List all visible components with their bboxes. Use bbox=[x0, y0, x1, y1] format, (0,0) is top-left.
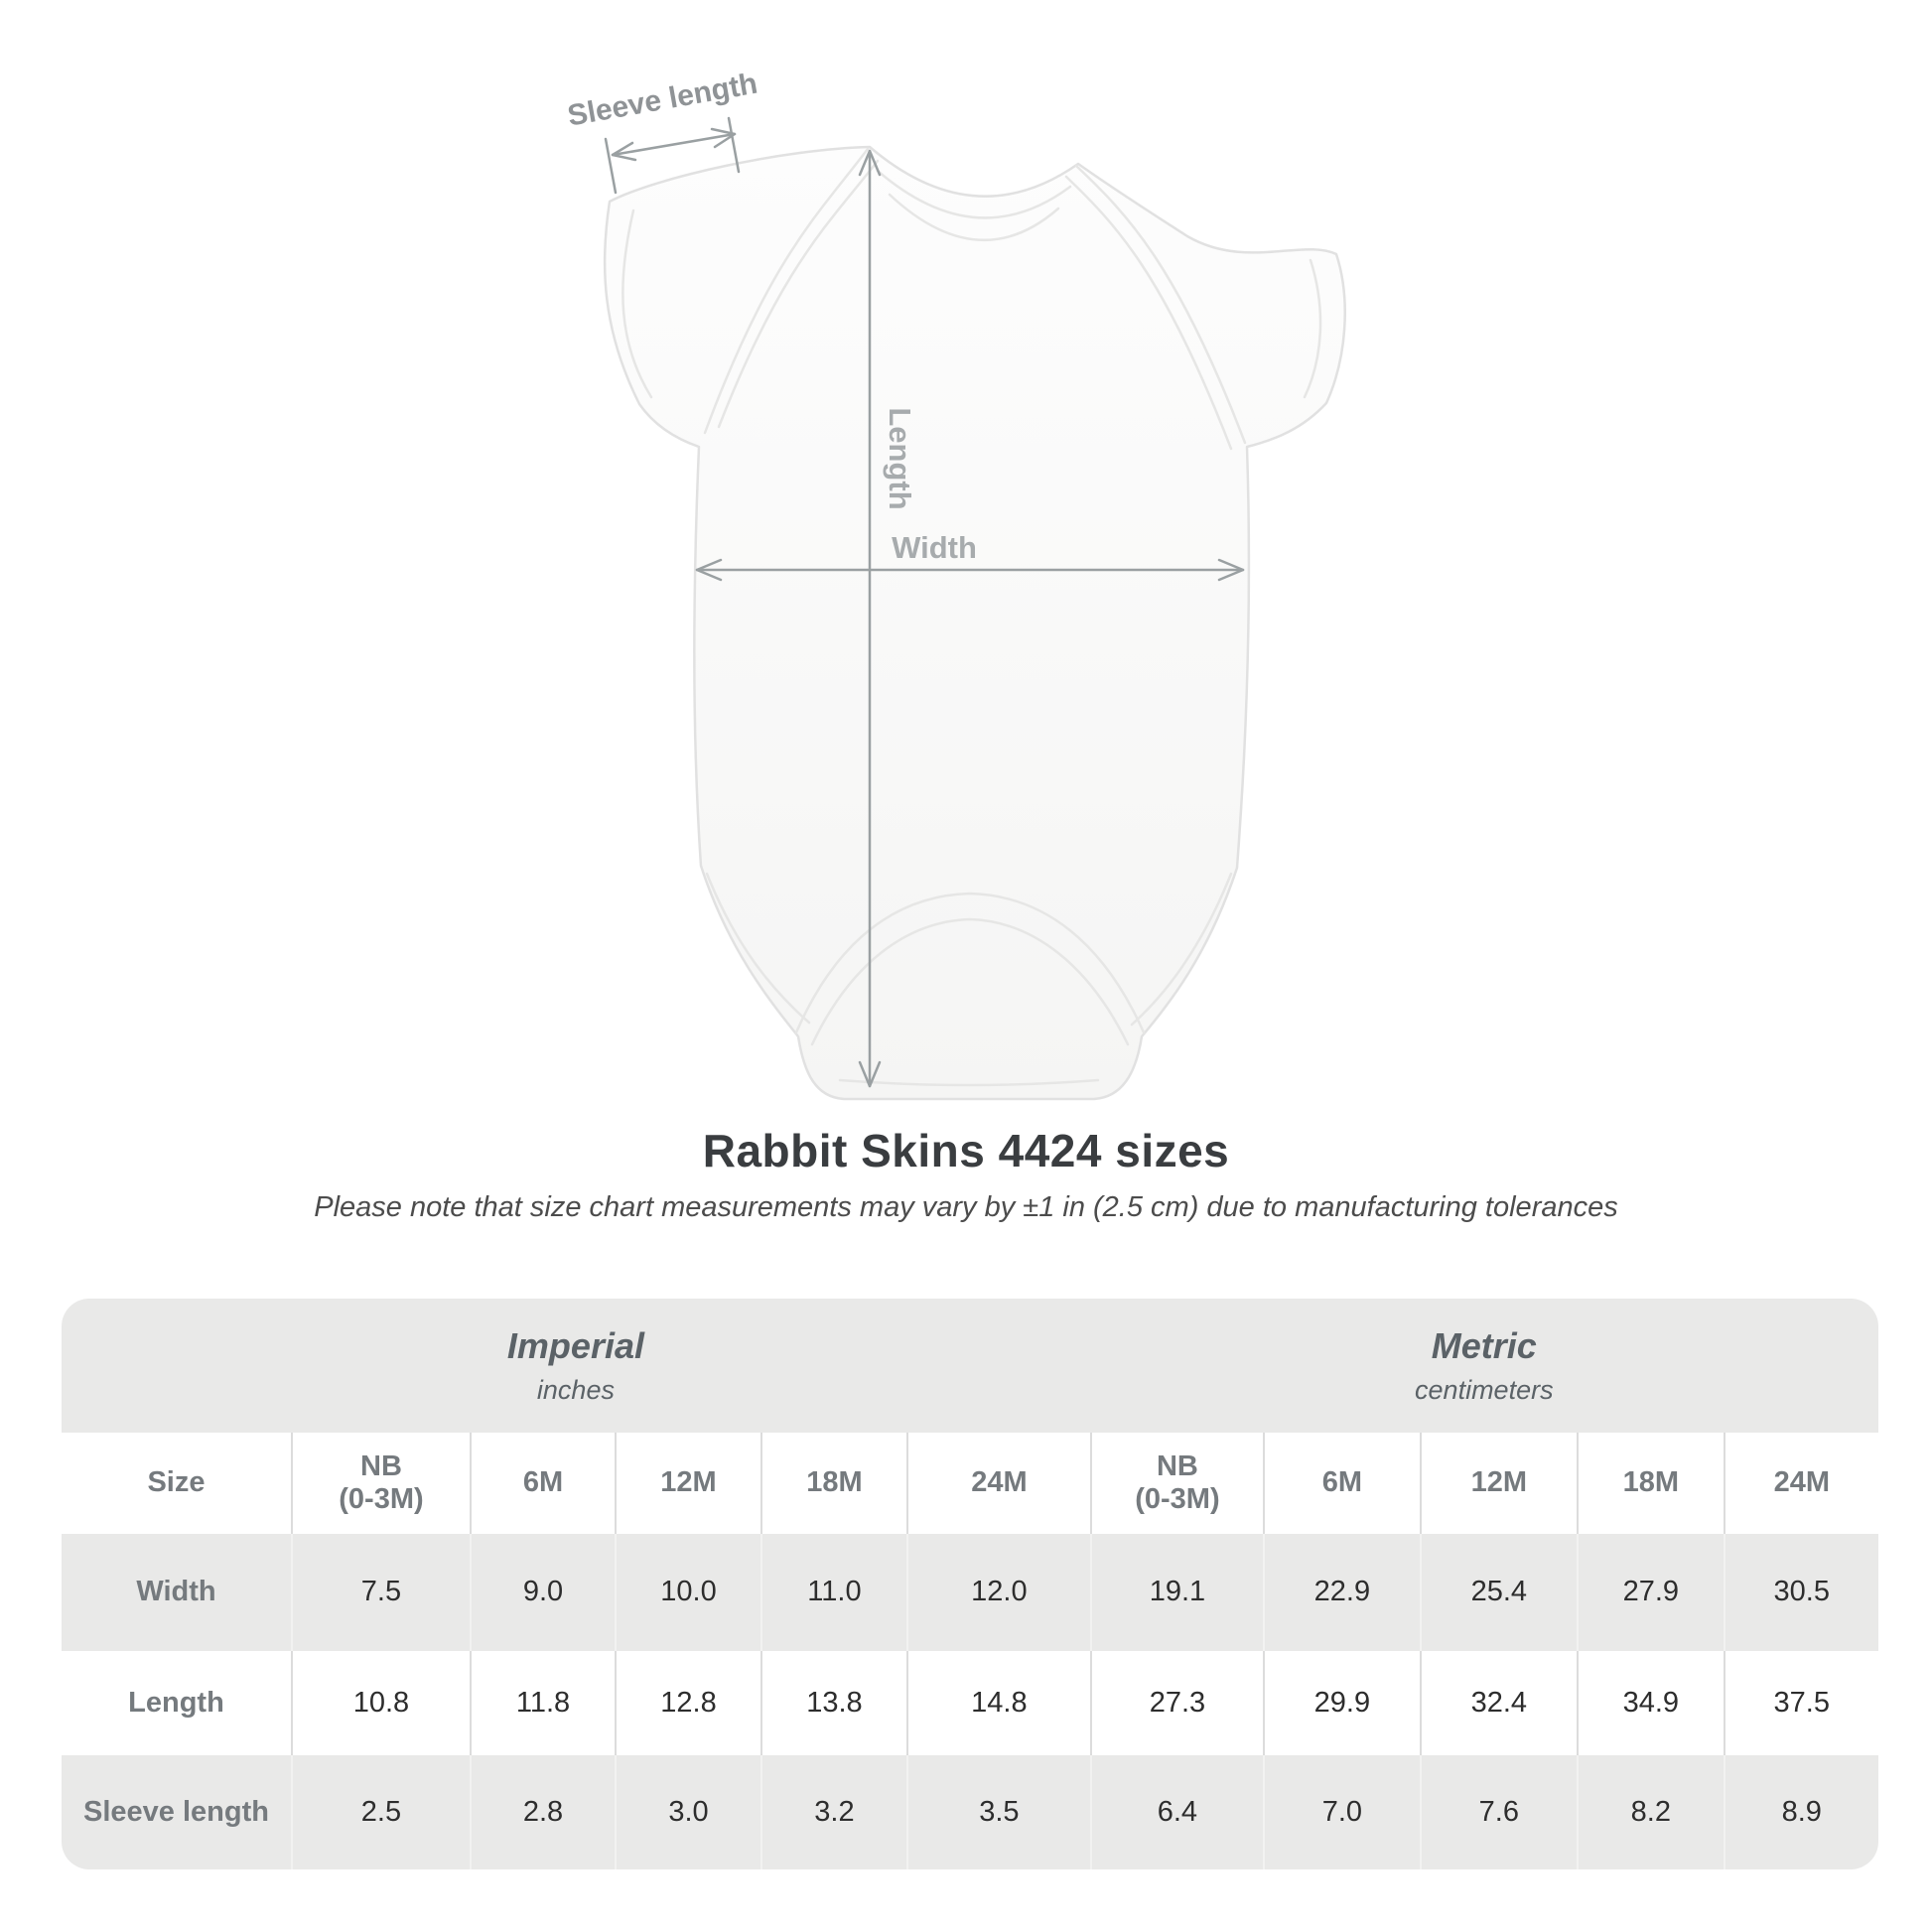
value-sleeve-length-imperial-12m: 3.0 bbox=[615, 1755, 760, 1869]
value-length-imperial-24m: 14.8 bbox=[906, 1651, 1090, 1755]
value-sleeve-length-metric-12m: 7.6 bbox=[1420, 1755, 1577, 1869]
value-sleeve-length-imperial-18m: 3.2 bbox=[760, 1755, 906, 1869]
size-chart-table bbox=[62, 1299, 1878, 1869]
value-sleeve-length-imperial-24m: 3.5 bbox=[906, 1755, 1090, 1869]
col-header-imperial-24m: 24M bbox=[906, 1433, 1090, 1534]
value-width-imperial-18m: 11.0 bbox=[760, 1534, 906, 1651]
length-row bbox=[62, 1651, 1878, 1755]
value-length-metric-18m: 34.9 bbox=[1577, 1651, 1724, 1755]
value-sleeve-length-metric-18m: 8.2 bbox=[1577, 1755, 1724, 1869]
sleeve-length-label: Sleeve length bbox=[565, 67, 760, 133]
value-length-imperial-18m: 13.8 bbox=[760, 1651, 906, 1755]
value-width-imperial-12m: 10.0 bbox=[615, 1534, 760, 1651]
col-header-imperial-6m: 6M bbox=[470, 1433, 615, 1534]
value-sleeve-length-imperial-nb: 2.5 bbox=[291, 1755, 470, 1869]
value-length-imperial-12m: 12.8 bbox=[615, 1651, 760, 1755]
metric-group-name: Metric bbox=[1431, 1325, 1537, 1366]
unit-group-header bbox=[62, 1299, 1878, 1433]
col-header-metric-18m: 18M bbox=[1577, 1433, 1724, 1534]
value-width-metric-6m: 22.9 bbox=[1263, 1534, 1420, 1651]
imperial-group-name: Imperial bbox=[506, 1325, 644, 1366]
row-label-width: Width bbox=[136, 1576, 216, 1608]
row-label-sleeve-length: Sleeve length bbox=[82, 1795, 269, 1828]
value-width-imperial-24m: 12.0 bbox=[906, 1534, 1090, 1651]
col-header-imperial-nb: NB (0-3M) bbox=[291, 1433, 470, 1534]
value-width-metric-18m: 27.9 bbox=[1577, 1534, 1724, 1651]
size-column-label: Size bbox=[147, 1466, 206, 1499]
imperial-group-unit: inches bbox=[536, 1375, 615, 1405]
width-row bbox=[62, 1534, 1878, 1651]
value-length-imperial-nb: 10.8 bbox=[291, 1651, 470, 1755]
sleeve-length-row bbox=[62, 1755, 1878, 1869]
value-width-metric-nb: 19.1 bbox=[1090, 1534, 1263, 1651]
col-header-imperial-18m: 18M bbox=[760, 1433, 906, 1534]
value-sleeve-length-metric-6m: 7.0 bbox=[1263, 1755, 1420, 1869]
value-length-imperial-6m: 11.8 bbox=[470, 1651, 615, 1755]
value-sleeve-length-imperial-6m: 2.8 bbox=[470, 1755, 615, 1869]
value-sleeve-length-metric-nb: 6.4 bbox=[1090, 1755, 1263, 1869]
length-label: Length bbox=[883, 407, 917, 510]
col-header-metric-12m: 12M bbox=[1420, 1433, 1577, 1534]
value-width-imperial-nb: 7.5 bbox=[291, 1534, 470, 1651]
value-width-imperial-6m: 9.0 bbox=[470, 1534, 615, 1651]
value-length-metric-24m: 37.5 bbox=[1724, 1651, 1878, 1755]
value-length-metric-6m: 29.9 bbox=[1263, 1651, 1420, 1755]
size-header-row bbox=[62, 1433, 1878, 1534]
col-header-metric-nb: NB (0-3M) bbox=[1090, 1433, 1263, 1534]
col-header-metric-6m: 6M bbox=[1263, 1433, 1420, 1534]
value-sleeve-length-metric-24m: 8.9 bbox=[1724, 1755, 1878, 1869]
value-length-metric-12m: 32.4 bbox=[1420, 1651, 1577, 1755]
value-width-metric-12m: 25.4 bbox=[1420, 1534, 1577, 1651]
bodysuit-outline bbox=[605, 147, 1345, 1099]
value-length-metric-nb: 27.3 bbox=[1090, 1651, 1263, 1755]
metric-group-unit: centimeters bbox=[1415, 1375, 1554, 1405]
tolerance-note: Please note that size chart measurements may vary by ±1 in (2.5 cm) due to manufacturing tolerances bbox=[314, 1191, 1618, 1223]
page-title: Rabbit Skins 4424 sizes bbox=[702, 1125, 1230, 1176]
col-header-imperial-12m: 12M bbox=[615, 1433, 760, 1534]
imperial-group-header bbox=[62, 1299, 1090, 1433]
col-header-metric-24m: 24M bbox=[1724, 1433, 1878, 1534]
row-label-length: Length bbox=[128, 1686, 224, 1719]
width-label: Width bbox=[892, 530, 977, 565]
value-width-metric-24m: 30.5 bbox=[1724, 1534, 1878, 1651]
metric-group-header bbox=[1090, 1299, 1878, 1433]
